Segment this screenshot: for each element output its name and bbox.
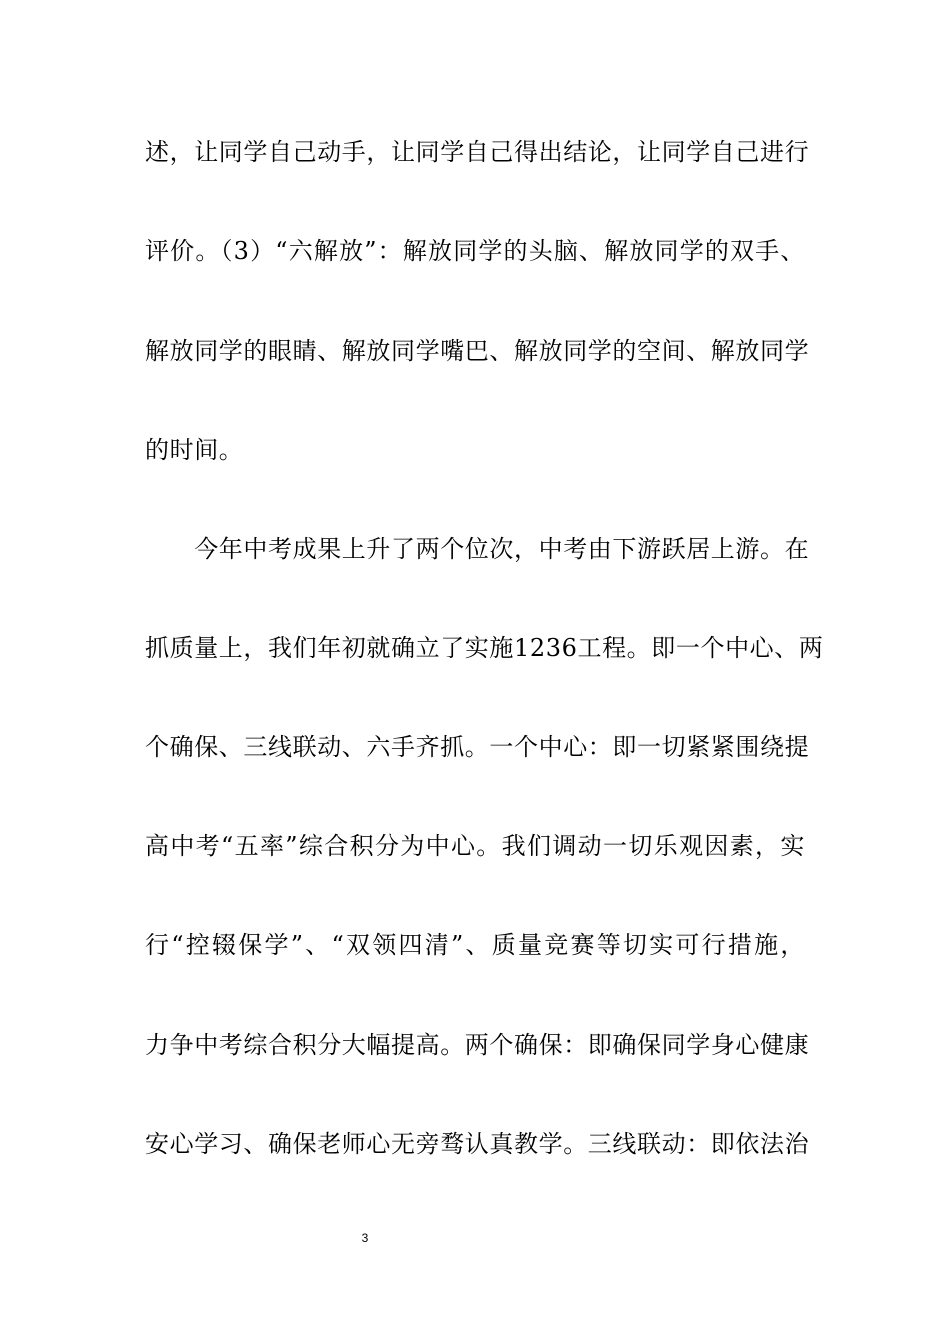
text-line-7: 个确保、三线联动、六手齐抓。一个中心：即一切紧紧围绕提: [145, 733, 810, 761]
text-line-4: 的时间。: [145, 436, 244, 464]
text-line-9: 行“控辍保学”、“双领四清”、质量竞赛等切实可行措施，: [145, 931, 805, 959]
text-line-5: 今年中考成果上升了两个位次，中考由下游跃居上游。在: [145, 535, 810, 563]
text-line-11: 安心学习、确保老师心无旁骛认真教学。三线联动：即依法治: [145, 1130, 810, 1158]
text-line-6: 抓质量上，我们年初就确立了实施1236工程。即一个中心、两: [145, 634, 824, 662]
text-line-10: 力争中考综合积分大幅提高。两个确保：即确保同学身心健康: [145, 1031, 810, 1059]
text-line-8: 高中考“五率”综合积分为中心。我们调动一切乐观因素，实: [145, 832, 805, 860]
page-number: 3: [361, 1231, 369, 1245]
text-line-1: 述，让同学自己动手，让同学自己得出结论，让同学自己进行: [145, 138, 810, 166]
text-line-3: 解放同学的眼睛、解放同学嘴巴、解放同学的空间、解放同学: [145, 337, 810, 365]
text-line-2: 评价。（3）“六解放”：解放同学的头脑、解放同学的双手、: [145, 237, 805, 265]
